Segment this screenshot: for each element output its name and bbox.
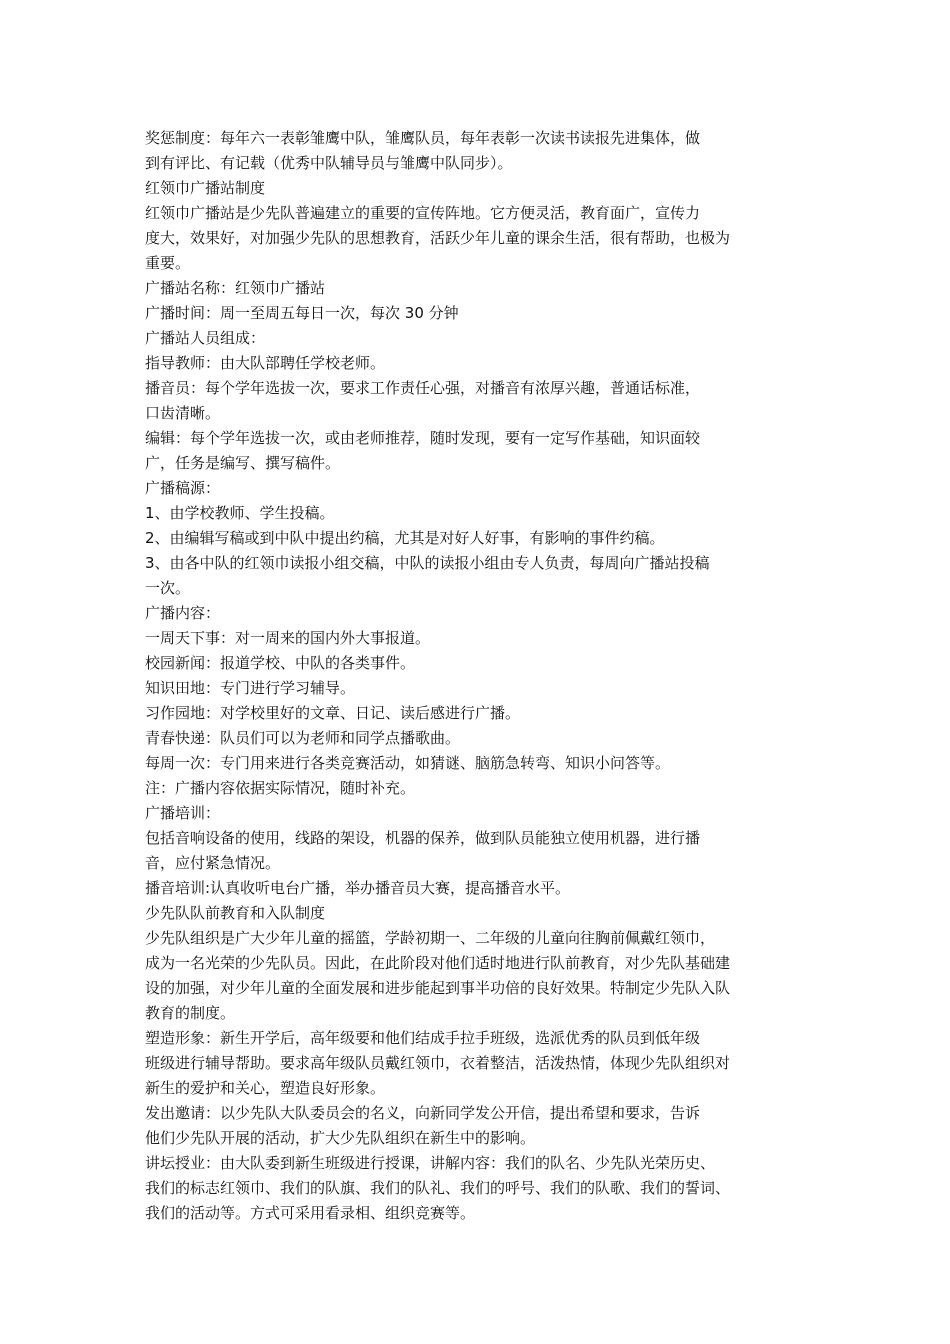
text-line: 重要。 [145,254,191,272]
text-line: 播音员：每个学年选拔一次，要求工作责任心强，对播音有浓厚兴趣，普通话标准， [145,379,701,397]
text-line: 教育的制度。 [145,1004,236,1022]
text-line: 发出邀请：以少先队大队委员会的名义，向新同学发公开信，提出希望和要求，告诉 [145,1104,701,1122]
text-line: 编辑：每个学年选拔一次，或由老师推荐，随时发现，要有一定写作基础，知识面较 [145,429,701,447]
text-line: 新生的爱护和关心，塑造良好形象。 [145,1079,386,1097]
text-line: 我们的活动等。方式可采用看录相、组织竞赛等。 [145,1204,476,1222]
section-heading: 少先队队前教育和入队制度 [145,904,326,922]
text-line: 包括音响设备的使用，线路的架设，机器的保养，做到队员能独立使用机器，进行播 [145,829,701,847]
text-line: 习作园地：对学校里好的文章、日记、读后感进行广播。 [145,704,521,722]
text-line: 一周天下事：对一周来的国内外大事报道。 [145,629,431,647]
text-line: 广播站人员组成： [145,329,266,347]
text-line: 校园新闻：报道学校、中队的各类事件。 [145,654,416,672]
text-line: 少先队组织是广大少年儿童的摇篮，学龄初期一、二年级的儿童向往胸前佩戴红领巾， [145,929,716,947]
text-line: 度大，效果好，对加强少先队的思想教育，活跃少年儿童的课余生活，很有帮助，也极为 [145,229,731,247]
text-line: 广播内容： [145,604,221,622]
text-line: 广播稿源： [145,479,221,497]
list-item: 3、由各中队的红领巾读报小组交稿，中队的读报小组由专人负责，每周向广播站投稿 [145,554,710,572]
text-line: 成为一名光荣的少先队员。因此，在此阶段对他们适时地进行队前教育，对少先队基础建 [145,954,731,972]
document-body [145,126,805,1226]
list-item: 2、由编辑写稿或到中队中提出约稿，尤其是对好人好事，有影响的事件约稿。 [145,529,665,547]
text-line: 奖惩制度：每年六一表彰雏鹰中队，雏鹰队员，每年表彰一次读书读报先进集体，做 [145,129,701,147]
text-line: 音，应付紧急情况。 [145,854,281,872]
text-line: 讲坛授业：由大队委到新生班级进行授课，讲解内容：我们的队名、少先队光荣历史、 [145,1154,716,1172]
text-line: 广播站名称：红领巾广播站 [145,279,326,297]
text-line: 青春快递：队员们可以为老师和同学点播歌曲。 [145,729,461,747]
text-line: 每周一次：专门用来进行各类竞赛活动，如猜谜、脑筋急转弯、知识小问答等。 [145,754,671,772]
text-line: 广播培训： [145,804,221,822]
text-line: 广播时间：周一至周五每日一次，每次 30 分钟 [145,304,459,322]
text-line: 播音培训:认真收听电台广播，举办播音员大赛，提高播音水平。 [145,879,571,897]
text-line: 一次。 [145,579,191,597]
text-line: 班级进行辅导帮助。要求高年级队员戴红领巾，衣着整洁，活泼热情，体现少先队组织对 [145,1054,731,1072]
text-line: 注：广播内容依据实际情况，随时补充。 [145,779,416,797]
text-line: 到有评比、有记载（优秀中队辅导员与雏鹰中队同步）。 [145,154,513,172]
text-line: 口齿清晰。 [145,404,221,422]
section-heading: 红领巾广播站制度 [145,179,266,197]
text-line: 广，任务是编写、撰写稿件。 [145,454,341,472]
text-line: 指导教师：由大队部聘任学校老师。 [145,354,386,372]
text-line: 他们少先队开展的活动，扩大少先队组织在新生中的影响。 [145,1129,536,1147]
text-line: 我们的标志红领巾、我们的队旗、我们的队礼、我们的呼号、我们的队歌、我们的誓词、 [145,1179,731,1197]
text-line: 红领巾广播站是少先队普遍建立的重要的宣传阵地。它方便灵活，教育面广，宣传力 [145,204,701,222]
list-item: 1、由学校教师、学生投稿。 [145,504,335,522]
text-line: 设的加强，对少年儿童的全面发展和进步能起到事半功倍的良好效果。特制定少先队入队 [145,979,731,997]
text-line: 知识田地：专门进行学习辅导。 [145,679,356,697]
text-line: 塑造形象：新生开学后，高年级要和他们结成手拉手班级，选派优秀的队员到低年级 [145,1029,701,1047]
